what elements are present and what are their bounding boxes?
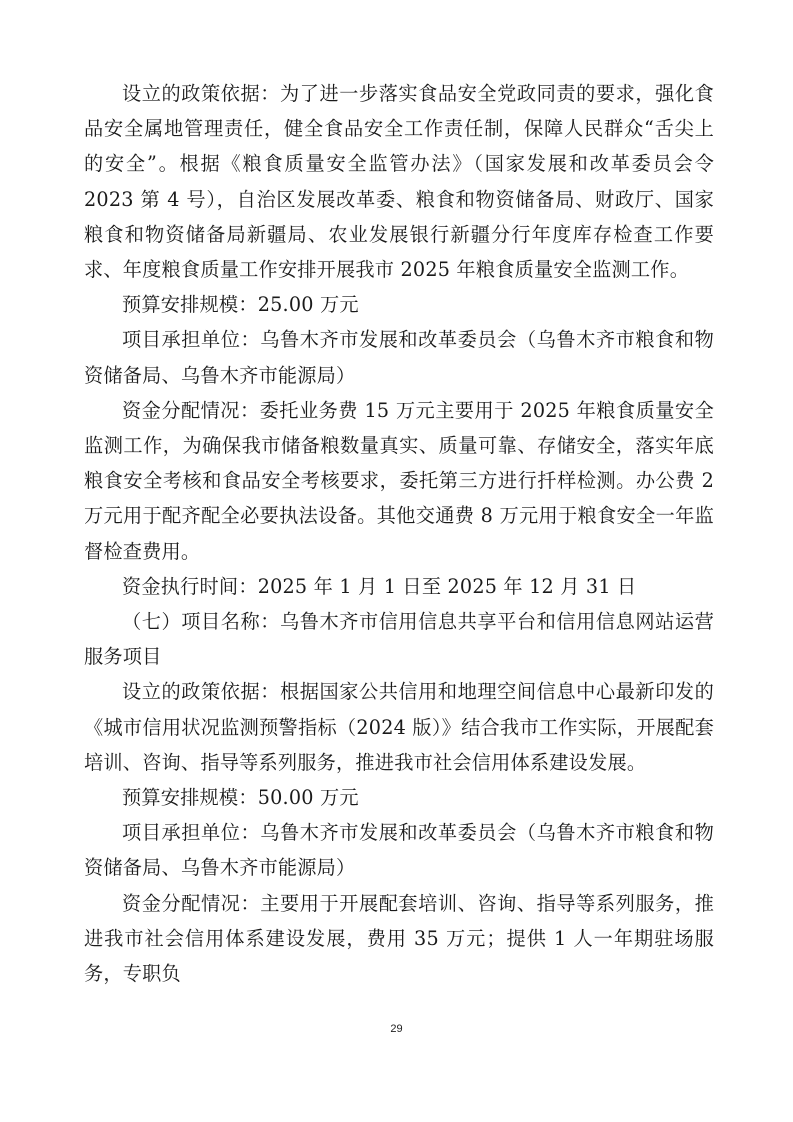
page-number: 29 xyxy=(390,1023,403,1035)
paragraph-undertaking-unit-credit: 项目承担单位：乌鲁木齐市发展和改革委员会（乌鲁木齐市粮食和物资储备局、乌鲁木齐市能源局） xyxy=(84,821,714,880)
paragraph-undertaking-unit-grain: 项目承担单位：乌鲁木齐市发展和改革委员会（乌鲁木齐市粮食和物资储备局、乌鲁木齐市能源局） xyxy=(84,328,714,387)
document-body xyxy=(84,76,714,991)
paragraph-fund-allocation-credit: 资金分配情况：主要用于开展配套培训、咨询、指导等系列服务，推进我市社会信用体系建设发展，费用 35 万元；提供 1 人一年期驻场服务，专职负 xyxy=(84,891,714,986)
paragraph-policy-basis-grain: 设立的政策依据：为了进一步落实食品安全党政同责的要求，强化食品安全属地管理责任，健全食品安全工作责任制，保障人民群众“舌尖上的安全”。根据《粮食质量安全监管办法》（国家发展和改革委员会令 2023 第 4 号），自治区发展改革委、粮食和物资储备局、财政厅、国家粮食和物资储备局新疆局、农业发展银行新疆分行年度库存检查工作要求、年度粮食质量工作安排开展我市 2025 年粮食质量安全监测工作。 xyxy=(84,82,714,282)
paragraph-policy-basis-credit: 设立的政策依据：根据国家公共信用和地理空间信息中心最新印发的《城市信用状况监测预警指标（2024 版）》结合我市工作实际，开展配套培训、咨询、指导等系列服务，推进我市社会信用体系建设发展。 xyxy=(84,680,714,774)
paragraph-project-name-credit: （七）项目名称：乌鲁木齐市信用信息共享平台和信用信息网站运营服务项目 xyxy=(84,610,714,669)
paragraph-execution-time-grain: 资金执行时间：2025 年 1 月 1 日至 2025 年 12 月 31 日 xyxy=(122,574,637,598)
paragraph-fund-allocation-grain: 资金分配情况：委托业务费 15 万元主要用于 2025 年粮食质量安全监测工作，为确保我市储备粮数量真实、质量可靠、存储安全，落实年底粮食安全考核和食品安全考核要求，委托第三方进行扦样检测。办公费 2 万元用于配齐配全必要执法设备。其他交通费 8 万元用于粮食安全一年监督检查费用。 xyxy=(84,398,714,563)
paragraph-budget-scale-credit: 预算安排规模：50.00 万元 xyxy=(122,786,359,810)
paragraph-budget-scale-grain: 预算安排规模：25.00 万元 xyxy=(122,293,359,317)
